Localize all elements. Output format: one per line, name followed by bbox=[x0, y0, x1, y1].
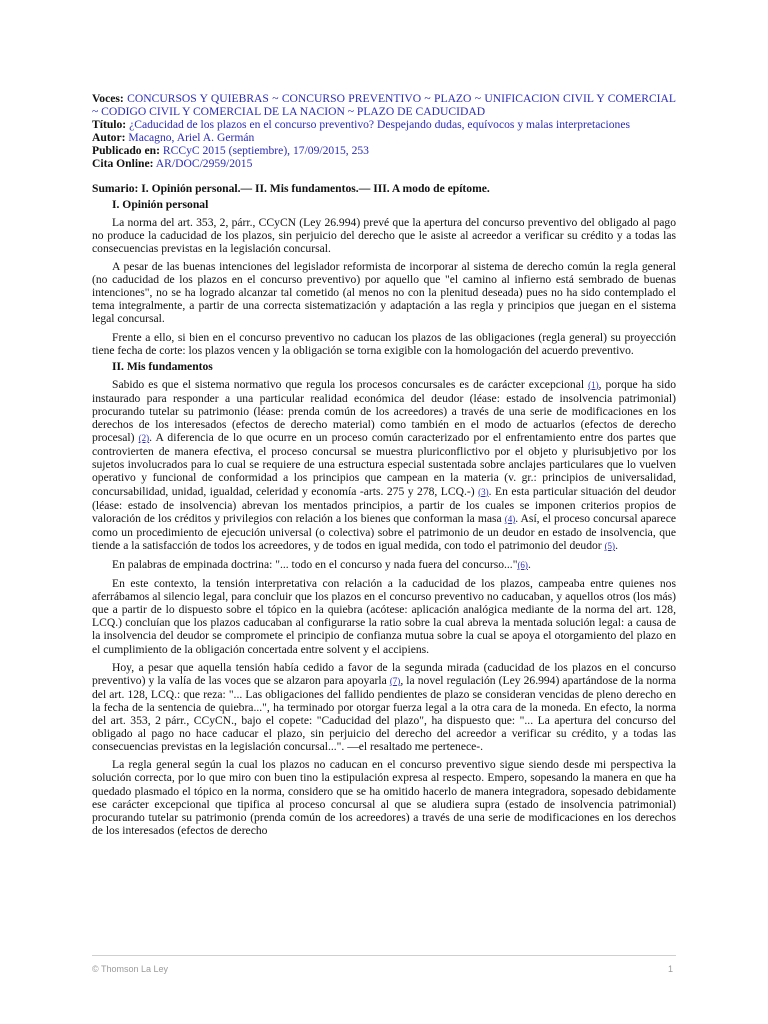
voces-label: Voces: bbox=[92, 92, 124, 105]
footer-publisher: © Thomson La Ley bbox=[92, 964, 169, 974]
paragraph-4-text-c: . A diferencia de lo que ocurre en un proceso común caracterizado por el enfrentamiento entre dos partes que controvierten de manera efectiva, el proceso concursal se muestra pluriconflictivo por el objeto y plurisubjetivo por los sujetos involucrados para lo cual se requiere de una estructura especial sustentada sobre anclajes particulares que lo vuelven operativo y funcional de conformidad a los principios que campean en la materia (v. gr.: principios de universalidad, concursabilidad, unidad, igualdad, celeridad y economía -arts. 275 y 278, LCQ.-) bbox=[92, 431, 676, 498]
cita-label: Cita Online: bbox=[92, 157, 154, 171]
autor-label: Autor: bbox=[92, 131, 126, 145]
autor-line bbox=[92, 131, 676, 144]
document-content bbox=[92, 92, 676, 837]
publicado-label: Publicado en: bbox=[92, 144, 160, 158]
section-heading-opinion: I. Opinión personal bbox=[112, 197, 209, 211]
publicado-link[interactable]: RCCyC 2015 (septiembre), 17/09/2015, 253 bbox=[162, 144, 369, 158]
footnote-1-link[interactable]: (1) bbox=[588, 379, 599, 390]
paragraph-4 bbox=[92, 378, 676, 553]
paragraph-7 bbox=[92, 661, 676, 754]
footnote-3-link[interactable]: (3) bbox=[478, 486, 489, 497]
footnote-2-link[interactable]: (2) bbox=[138, 433, 150, 444]
titulo-line bbox=[92, 118, 676, 131]
cita-link[interactable]: AR/DOC/2959/2015 bbox=[155, 157, 253, 171]
voces-links[interactable]: CONCURSOS Y QUIEBRAS ~ CONCURSO PREVENTIVO ~ PLAZO ~ UNIFICACION CIVIL Y COMERCIAL ~ CODIGO CIVIL Y COMERCIAL DE LA NACION ~ PLAZO DE CADUCIDAD bbox=[92, 92, 676, 119]
paragraph-6: En este contexto, la tensión interpretativa con relación a la caducidad de los plazos, campeaba entre quienes nos aferrábamos al silencio legal, para concluir que los plazos en el concurso preventivo no caducaban, y aquellos otros (los más) que a partir de lo dispuesto sobre el tópico en la quiebra (acótese: aplicación analógica mediante de la norma del art. 128, LCQ.) concluían que los plazos caducaban al configurarse la ratio sobre la cual abreva la mentada solución legal: a causa de la insolvencia del deudor se compromete el principio de confianza mutua sobre la cual se apoya el otorgamiento del plazo en el cumplimiento de la obligación concertada entre solvent y el accipiens. bbox=[92, 577, 676, 656]
paragraph-4-text-e: . Así, el proceso concursal aparece como un procedimiento de ejecución universal (o colectiva) sobre el patrimonio de un deudor en estado de insolvencia, que tiende a la satisfacción de todos los acreedores, y de todos en igual medida, con todo el patrimonio del deudor bbox=[92, 511, 676, 552]
paragraph-2: A pesar de las buenas intenciones del legislador reformista de incorporar al sistema de derecho común la regla general (no caducidad de los plazos en el concurso preventivo) por aquello que "el camino al infierno está sembrado de buenas intenciones", no se ha logrado alcanzar tal cometido (al menos no con la plenitud deseada) pues no ha sido contemplado el tema integralmente, a partir de una correcta sistematización y adaptación a las regla y principios que juegan en el sistema legal concursal. bbox=[92, 260, 676, 326]
titulo-label: Título: bbox=[92, 118, 127, 132]
paragraph-5-text-b: . bbox=[527, 558, 531, 571]
paragraph-4-text-a: Sabido es que el sistema normativo que regula los procesos concursales es de carácter excepcional bbox=[112, 377, 585, 391]
paragraph-3: Frente a ello, si bien en el concurso preventivo no caducan los plazos de las obligaciones (regla general) su proyección tiene fecha de corte: los plazos vencen y la obligación se torna exigible con la homologación del acuerdo preventivo. bbox=[92, 330, 676, 357]
cita-line bbox=[92, 157, 676, 170]
footnote-7-link[interactable]: (7) bbox=[389, 675, 401, 686]
footnote-6-link[interactable]: (6) bbox=[517, 560, 528, 570]
footnote-4-link[interactable]: (4) bbox=[504, 513, 516, 524]
paragraph-4-text-b: , porque ha sido instaurado para responder a una particular realidad económica del deudor (léase: estado de insolvencia patrimonial) procurando tutelar su patrimonio (léase: prenda común de los acreedores) a través de una serie de modificaciones en los derechos de los interesados (efectos de derecho material) como también en el modo de actuarlos (efectos de derecho procesal) bbox=[92, 377, 676, 445]
paragraph-1: La norma del art. 353, 2, párr., CCyCN (Ley 26.994) prevé que la apertura del concurso preventivo del obligado al pago no produce la caducidad de los plazos, sin perjuicio del derecho que le asiste al acreedor a verificar su crédito y a todas las consecuencias previstas en la legislación concursal. bbox=[92, 215, 676, 255]
titulo-link[interactable]: ¿Caducidad de los plazos en el concurso preventivo? Despejando dudas, equívocos y malas interpretaciones bbox=[129, 118, 631, 132]
paragraph-5 bbox=[92, 558, 676, 572]
paragraph-4-text-f: . bbox=[615, 538, 618, 552]
paragraph-4-text-d: . En esta particular situación del deudor (léase: estado de insolvencia) abrevan los mentados principios, a partir de los cuales se imponen criterios propios de valoración de los créditos y privilegios con relación a los bienes que conforman la masa bbox=[92, 484, 677, 525]
paragraph-8: La regla general según la cual los plazos no caducan en el concurso preventivo sigue siendo desde mi perspectiva la solución correcta, por lo que miro con buen tino la estipulación expresa al respecto. Empero, sopesando la manera en que ha quedado plasmado el tópico en la norma, considero que se ha omitido hacerlo de manera integradora, sopesado debidamente ese carácter excepcional que tipifica al proceso concursal al que se aludiera supra (estado de insolvencia patrimonial) procurando tutelar su patrimonio (prenda común de los acreedores) a través de una serie de modificaciones en los derechos de los interesados (efectos de derecho bbox=[92, 758, 676, 837]
sumario: Sumario: I. Opinión personal.— II. Mis fundamentos.— III. A modo de epítome. bbox=[92, 181, 490, 195]
autor-link[interactable]: Macagno, Ariel A. Germán bbox=[128, 131, 255, 145]
paragraph-7-text-b: , la novel regulación (Ley 26.994) apartándose de la norma del art. 128, LCQ.: que reza: "... Las obligaciones del fallido pendientes de plazo se consideran vencidas de pleno derecho en la fecha de la sentencia de quiebra...", ha terminado por otorgar fuerza legal a la otra cara de la moneda. En efecto, la norma del art. 353, 2 párr., CCyCN., bajo el copete: "Caducidad del plazo", ha dispuesto que: "... La apertura del concurso del obligado al pago no hace caducar el plazo, sin perjuicio del derecho del acreedor a verificar su crédito, y a todas las consecuencias previstas en la legislación concursal...". —el resaltado me pertenece-. bbox=[92, 673, 676, 754]
publicado-line bbox=[92, 144, 676, 157]
voces-line bbox=[92, 92, 676, 118]
footer-divider bbox=[92, 955, 676, 956]
footer-page-number: 1 bbox=[668, 964, 674, 974]
section-heading-fundamentos: II. Mis fundamentos bbox=[112, 359, 213, 373]
paragraph-5-text-a: En palabras de empinada doctrina: "... todo en el concurso y nada fuera del concurso..." bbox=[112, 558, 518, 571]
footnote-5-link[interactable]: (5) bbox=[604, 540, 616, 551]
paragraph-7-text-a: Hoy, a pesar que aquella tensión había cedido a favor de la segunda mirada (caducidad de los plazos en el concurso preventivo) y la valía de las voces que se alzaron para apoyarla bbox=[92, 660, 676, 687]
